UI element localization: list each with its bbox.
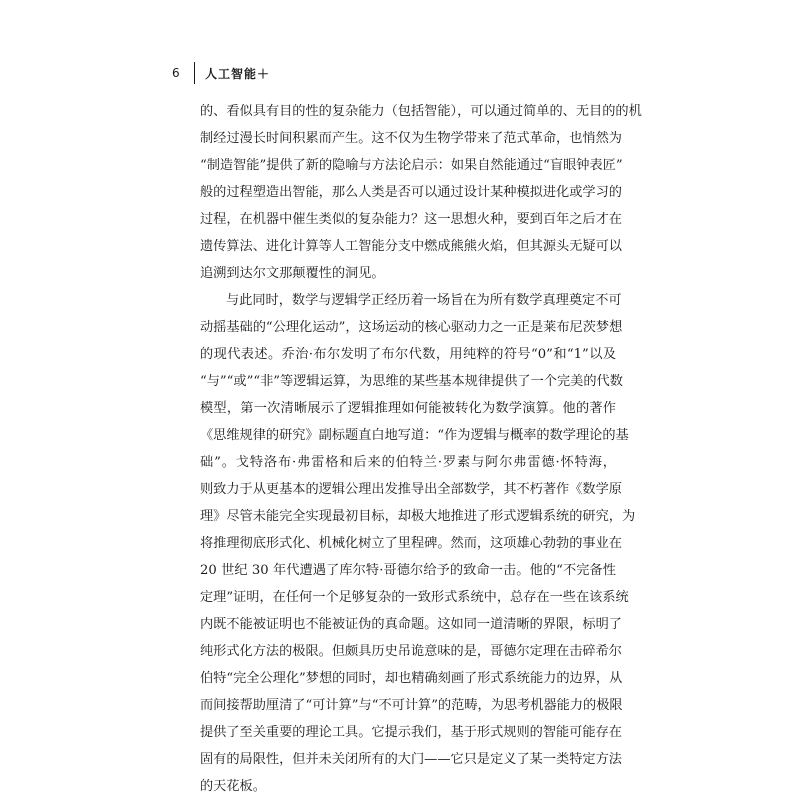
running-title: 人工智能＋ <box>205 66 271 81</box>
text-line: “制造智能”提供了新的隐喻与方法论启示：如果自然能通过“盲眼钟表匠” <box>200 158 623 173</box>
page-number: 6 <box>172 66 180 80</box>
text-line: 理》尽管未能完全实现最初目标，却极大地推进了形式逻辑系统的研究，为 <box>200 509 636 524</box>
text-line: 《思维规律的研究》副标题直白地写道：“作为逻辑与概率的数学理论的基 <box>200 428 629 443</box>
text-line: 伯特“完全公理化”梦想的同时，却也精确刻画了形式系统能力的边界，从 <box>200 671 623 686</box>
running-header <box>172 62 270 84</box>
body-text <box>200 98 642 800</box>
text-line: 般的过程塑造出智能，那么人类是否可以通过设计某种模拟进化或学习的 <box>200 185 622 200</box>
text-line: 动摇基础的“公理化运动”，这场运动的核心驱动力之一正是莱布尼茨梦想 <box>200 320 623 335</box>
text-line: 追溯到达尔文那颠覆性的洞见。 <box>200 266 385 281</box>
paragraph-2 <box>200 287 636 800</box>
paragraph-1 <box>200 98 642 287</box>
text-line: 定理”证明，在任何一个足够复杂的一致形式系统中，总存在一些在该系统 <box>200 590 629 605</box>
text-line: 与此同时，数学与逻辑学正经历着一场旨在为所有数学真理奠定不可 <box>226 293 622 308</box>
text-line: 础”。戈特洛布·弗雷格和后来的伯特兰·罗素与阿尔弗雷德·怀特海， <box>200 455 616 470</box>
text-line: 的天花板。 <box>200 779 266 794</box>
text-line: 的、看似具有目的性的复杂能力（包括智能），可以通过简单的、无目的的机 <box>200 104 642 119</box>
text-line: 内既不能被证明也不能被证伪的真命题。这如同一道清晰的界限，标明了 <box>200 617 622 632</box>
text-line: 的现代表述。乔治·布尔发明了布尔代数，用纯粹的符号“0”和“1”以及 <box>200 347 616 362</box>
text-line: 纯形式化方法的极限。但颇具历史吊诡意味的是，哥德尔定理在击碎希尔 <box>200 644 622 659</box>
text-line: 固有的局限性，但并未关闭所有的大门——它只是定义了某一类特定方法 <box>200 752 622 767</box>
header-divider <box>194 62 195 84</box>
text-line: 而间接帮助厘清了“可计算”与“不可计算”的范畴，为思考机器能力的极限 <box>200 698 623 713</box>
text-line: 则致力于从更基本的逻辑公理出发推导出全部数学，其不朽著作《数学原 <box>200 482 622 497</box>
text-line: “与”“或”“非”等逻辑运算，为思维的某些基本规律提供了一个完美的代数 <box>200 374 623 389</box>
text-line: 将推理彻底形式化、机械化树立了里程碑。然而，这项雄心勃勃的事业在 <box>200 536 622 551</box>
text-line: 制经过漫长时间积累而产生。这不仅为生物学带来了范式革命，也悄然为 <box>200 131 622 146</box>
text-line: 遗传算法、进化计算等人工智能分支中燃成熊熊火焰，但其源头无疑可以 <box>200 239 622 254</box>
text-line: 提供了至关重要的理论工具。它提示我们，基于形式规则的智能可能存在 <box>200 725 622 740</box>
text-line: 20 世纪 30 年代遭遇了库尔特·哥德尔给予的致命一击。他的“不完备性 <box>200 563 616 578</box>
text-line: 模型，第一次清晰展示了逻辑推理如何能被转化为数学演算。他的著作 <box>200 401 616 416</box>
text-line: 过程，在机器中催生类似的复杂能力？这一思想火种，要到百年之后才在 <box>200 212 622 227</box>
